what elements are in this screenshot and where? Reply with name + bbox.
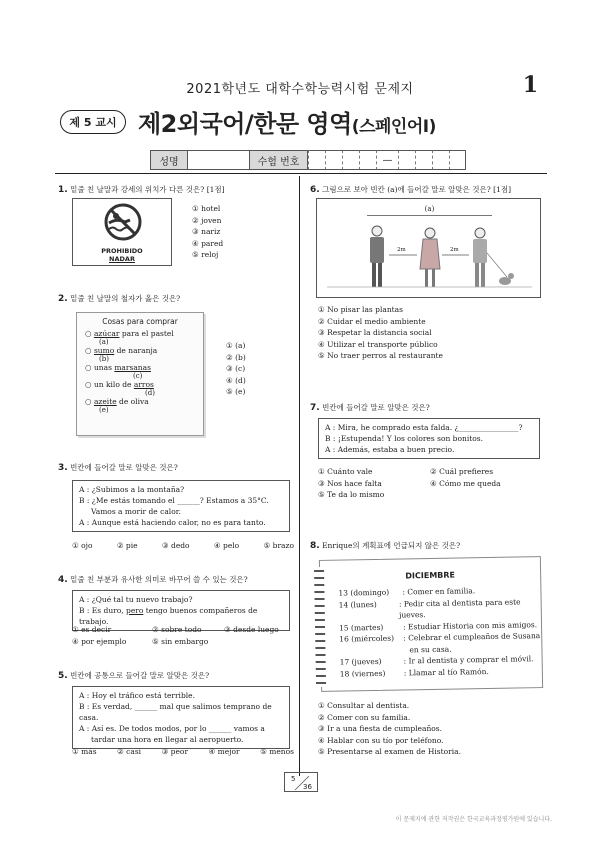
exam-number-digit[interactable] xyxy=(415,150,432,170)
question-4-stem: 4. 밑줄 친 부분과 유사한 의미로 바꾸어 쓸 수 있는 것은? xyxy=(58,575,248,585)
option[interactable]: ④ Cómo me queda xyxy=(430,478,501,488)
option[interactable]: ① hotel xyxy=(192,204,221,213)
option[interactable]: ③ desde luego xyxy=(224,625,279,634)
option[interactable]: ⑤ No traer perros al restaurante xyxy=(318,351,443,360)
planner-entry: 14 (lunes) : Pedir cita al dentista para este jueves. xyxy=(338,596,521,620)
dialogue-line: A : Hoy el tráfico está terrible. xyxy=(79,691,195,700)
three-people-icon xyxy=(317,221,542,297)
subject-main: 제2외국어/한문 영역 xyxy=(138,110,352,138)
question-8-options xyxy=(318,700,461,758)
option[interactable]: ① No pisar las plantas xyxy=(318,305,403,314)
option[interactable]: ① Cuánto vale xyxy=(318,467,373,476)
slash-divider xyxy=(285,773,319,793)
subject-sub: (스페인어Ⅰ) xyxy=(351,117,436,137)
dialogue-line: B : Es verdad, ______ mal que salimos temprano de casa. xyxy=(79,702,272,722)
option[interactable]: ② Cuidar el medio ambiente xyxy=(318,316,426,326)
option[interactable]: ② Cuál prefieres xyxy=(430,467,494,476)
option[interactable]: ③ (c) xyxy=(226,364,246,373)
header-rule xyxy=(55,173,547,174)
page-total: 36 xyxy=(303,783,312,791)
column-separator xyxy=(299,176,300,776)
option[interactable]: ⑤ (e) xyxy=(226,387,246,396)
option[interactable]: ⑤ reloj xyxy=(192,250,219,259)
question-1-options xyxy=(192,203,223,261)
shopping-note xyxy=(76,312,204,436)
planner-entry: en su casa. xyxy=(409,644,452,654)
exam-number-digit[interactable] xyxy=(359,150,376,170)
dialogue-line: B : ¿Me estás tomando el ______? Estamos a 35°C. xyxy=(79,496,269,505)
option[interactable]: ③ Nos hace falta xyxy=(318,478,382,488)
candidate-id-row xyxy=(150,150,466,170)
dialogue-line: B : Es duro, pero tengo buenos compañeros de trabajo. xyxy=(79,606,258,626)
exam-number-digit[interactable] xyxy=(308,150,325,170)
question-5-stem: 5. 빈칸에 공통으로 들어갈 말로 알맞은 것은? xyxy=(58,671,210,681)
option[interactable]: ⑤ Te da lo mismo xyxy=(318,490,385,499)
planner-month: DICIEMBRE xyxy=(405,570,456,581)
page-current: 5 xyxy=(291,775,296,783)
option[interactable]: ① más xyxy=(72,747,97,756)
question-7-dialogue xyxy=(318,418,540,459)
question-3-stem: 3. 빈칸에 들어갈 말로 알맞은 것은? xyxy=(58,463,178,473)
dialogue-line: A : Mira, he comprado esta falda. ¿________________? xyxy=(325,423,523,432)
question-7-stem: 7. 빈칸에 들어갈 말로 알맞은 것은? xyxy=(310,403,430,413)
note-item: ○ un kilo de arros (d) xyxy=(85,380,155,397)
page-indicator xyxy=(284,772,318,792)
exam-number-digit[interactable] xyxy=(325,150,342,170)
option[interactable]: ② casi xyxy=(117,747,142,756)
note-item: ○ unas marsanas (c) xyxy=(85,363,151,380)
question-6-stem: 6. 그림으로 보아 빈칸 (a)에 들어갈 말로 알맞은 것은? [1점] xyxy=(310,185,512,195)
question-2-options xyxy=(226,340,246,398)
option[interactable]: ② Comer con su familia. xyxy=(318,712,411,722)
blank-line xyxy=(367,215,492,216)
dialogue-line: Vamos a morir de calor. xyxy=(91,507,181,516)
option[interactable]: ④ (d) xyxy=(226,375,246,385)
option[interactable]: ③ dedo xyxy=(161,541,190,550)
planner-card xyxy=(319,556,543,692)
question-4-options xyxy=(72,624,294,647)
exam-number-dash: — xyxy=(376,150,398,170)
option[interactable]: ② sobre todo xyxy=(152,625,202,634)
question-5-options xyxy=(72,746,294,758)
note-title: Cosas para comprar xyxy=(102,317,178,326)
distance-label: 2m xyxy=(397,247,406,253)
question-3-dialogue xyxy=(72,480,290,532)
option[interactable]: ① (a) xyxy=(226,341,246,350)
no-swimming-icon xyxy=(73,199,173,245)
dialogue-line: B : ¡Estupenda! Y los colores son bonitos. xyxy=(325,434,483,443)
planner-entry: 15 (martes) : Estudiar Historia con mis amigos. xyxy=(338,619,538,633)
option[interactable]: ③ Ir a una fiesta de cumpleaños. xyxy=(318,724,443,733)
option[interactable]: ① Consultar al dentista. xyxy=(318,701,410,710)
note-item: ○ azúcar para el pastel (a) xyxy=(85,329,174,346)
sign-text-line1: PROHIBIDO xyxy=(101,247,143,255)
dialogue-line: tardar una hora en llegar al aeropuerto. xyxy=(91,735,244,744)
page-number: 1 xyxy=(522,72,538,98)
exam-number-digit[interactable] xyxy=(342,150,359,170)
option[interactable]: ② (b) xyxy=(226,352,246,362)
option[interactable]: ⑤ brazo xyxy=(263,541,294,550)
copyright-notice: 이 문제지에 관한 저작권은 한국교육과정평가원에 있습니다. xyxy=(395,816,552,823)
option[interactable]: ⑤ menos xyxy=(260,747,294,756)
sign-text-line2: NADAR xyxy=(109,255,135,263)
planner-entry: 16 (miércoles) : Celebrar el cumpleaños de Susana xyxy=(339,631,541,644)
question-2-stem: 2. 밑줄 친 날말의 철자가 옳은 것은? xyxy=(58,294,181,304)
dialogue-line: A : Además, estaba a buen precio. xyxy=(325,445,455,454)
exam-number-digit[interactable] xyxy=(398,150,415,170)
question-8-stem: 8. Enrique의 계획표에 언급되지 않은 것은? xyxy=(310,541,461,551)
planner-entry: 13 (domingo) : Comer en familia. xyxy=(338,586,476,598)
planner-entry: 18 (viernes) : Llamar al tío Ramón. xyxy=(339,666,489,679)
option[interactable]: ③ nariz xyxy=(192,227,221,236)
dialogue-line: A : Así es. De todos modos, por lo ______ vamos a xyxy=(79,724,265,733)
option[interactable]: ④ Utilizar el transporte público xyxy=(318,339,438,349)
exam-number-digit[interactable] xyxy=(432,150,449,170)
question-7-options xyxy=(318,466,540,501)
dialogue-line: A : ¿Qué tal tu nuevo trabajo? xyxy=(79,595,193,604)
planner-entry: 17 (jueves) : Ir al dentista y comprar el móvil. xyxy=(339,654,534,667)
exam-number-digit[interactable] xyxy=(449,150,466,170)
dialogue-line: A : Aunque está haciendo calor, no es para tanto. xyxy=(79,518,266,527)
name-label: 성명 xyxy=(150,150,188,170)
exam-title: 2021학년도 대학수학능력시험 문제지 xyxy=(186,82,414,97)
question-6-options xyxy=(318,304,443,362)
dialogue-line: A : ¿Subimos a la montaña? xyxy=(79,485,185,494)
note-item: ○ azeite de oliva (e) xyxy=(85,397,149,414)
option[interactable]: ⑤ sin embargo xyxy=(152,636,209,646)
option[interactable]: ④ por ejemplo xyxy=(72,636,127,646)
option[interactable]: ③ Respetar la distancia social xyxy=(318,328,432,337)
no-swimming-sign xyxy=(72,198,172,266)
question-3-options xyxy=(72,540,294,552)
option[interactable]: ④ mejor xyxy=(208,747,240,756)
option[interactable]: ② joven xyxy=(192,215,222,225)
session-badge: 제 5 교시 xyxy=(60,110,126,134)
question-1-stem: 1. 밑줄 친 날말과 강세의 위치가 다른 것은? [1점] xyxy=(58,185,225,195)
name-field[interactable] xyxy=(188,150,250,170)
option[interactable]: ⑤ Presentarse al examen de Historia. xyxy=(318,747,461,756)
option[interactable]: ④ pelo xyxy=(213,541,240,550)
spiral-binding xyxy=(314,567,326,687)
option[interactable]: ① es decir xyxy=(72,625,112,634)
social-distance-illustration xyxy=(316,198,541,298)
option[interactable]: ② pie xyxy=(116,541,138,550)
option[interactable]: ④ Hablar con su tío por teléfono. xyxy=(318,735,444,745)
question-5-dialogue xyxy=(72,686,290,749)
option[interactable]: ④ pared xyxy=(192,238,224,248)
distance-label: 2m xyxy=(450,247,459,253)
subject-title xyxy=(138,104,436,139)
blank-label: (a) xyxy=(424,205,435,213)
note-item: ○ sumo de naranja (b) xyxy=(85,346,158,363)
option[interactable]: ① ojo xyxy=(72,541,93,550)
option[interactable]: ③ peor xyxy=(161,747,189,756)
exam-number-label: 수험 번호 xyxy=(250,150,308,170)
